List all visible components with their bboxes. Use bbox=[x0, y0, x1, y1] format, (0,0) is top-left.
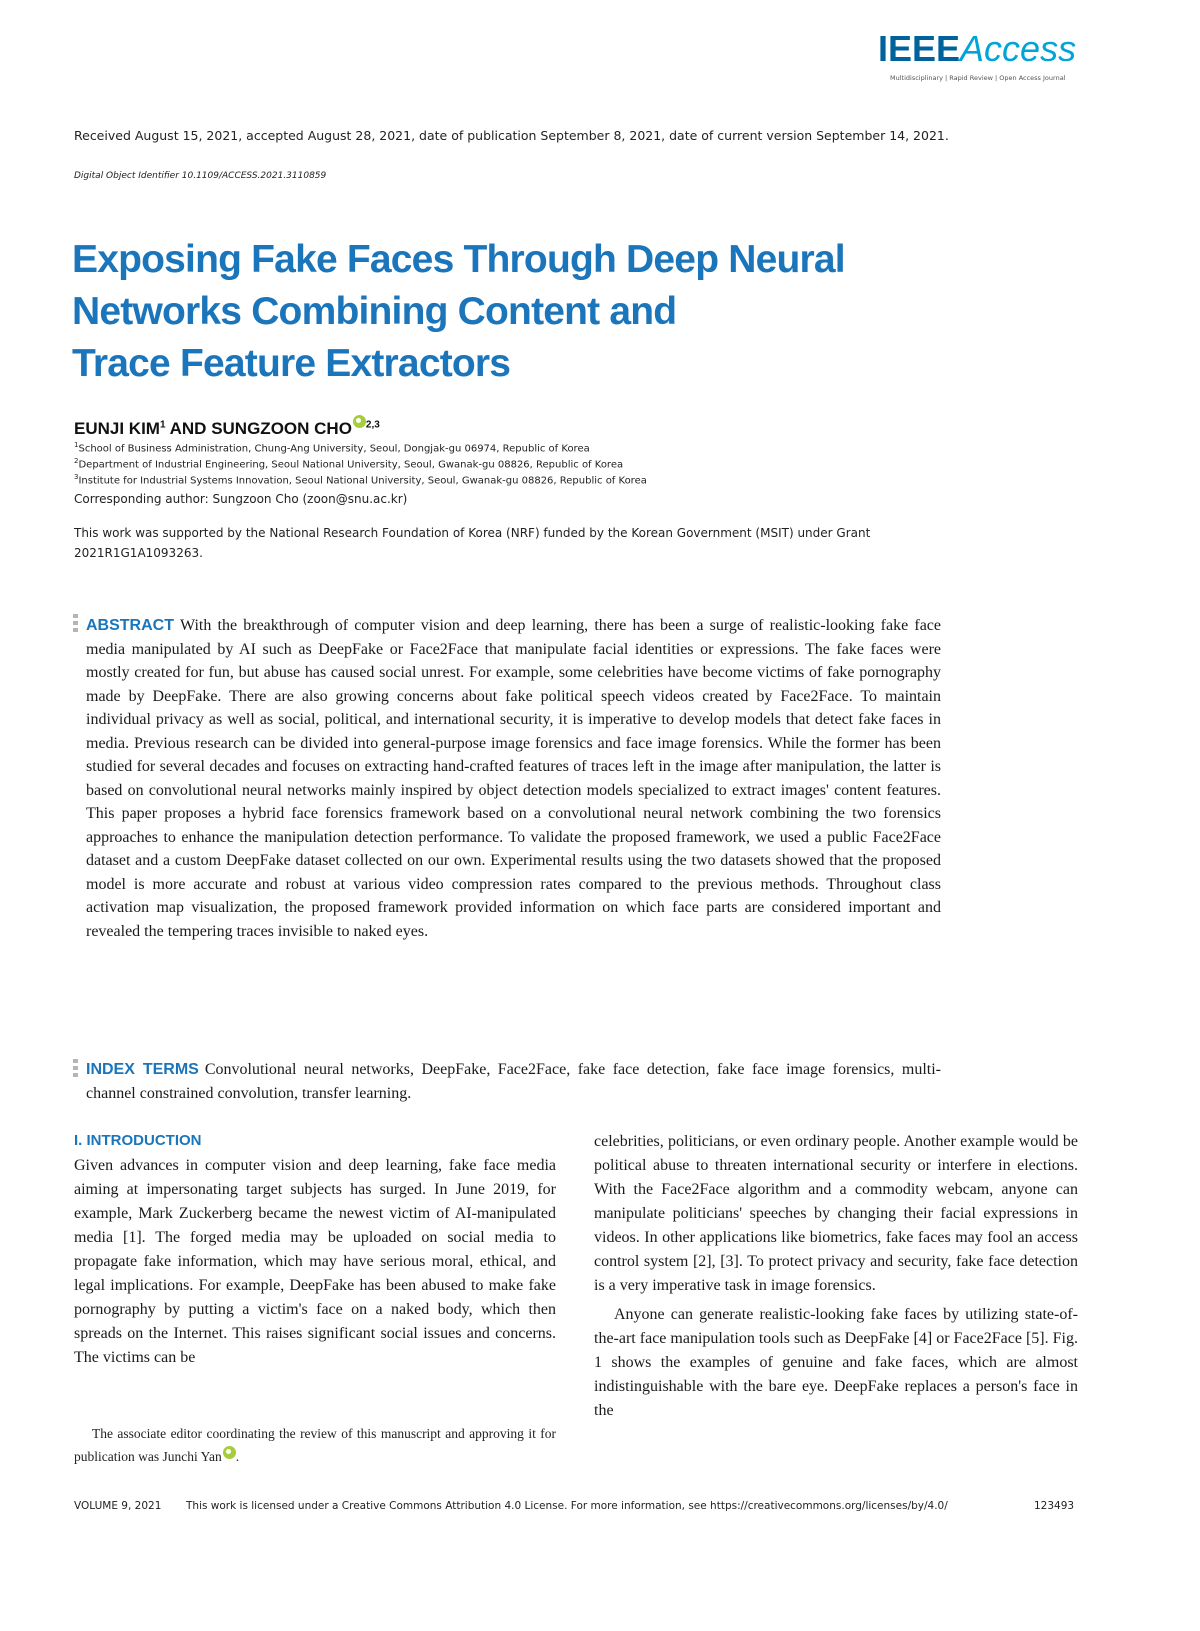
abstract bbox=[86, 614, 941, 943]
intro-right-column bbox=[594, 1130, 1078, 1423]
author-and: AND bbox=[165, 419, 212, 438]
section-marker-icon bbox=[73, 1059, 79, 1080]
logo-tagline: Multidisciplinary | Rapid Review | Open Access Journal bbox=[890, 74, 1066, 82]
intro-paragraph-1-cont: celebrities, politicians, or even ordinary people. Another example would be political abuse to threaten international security or interfere in elections. With the Face2Face algorithm and a commodity webcam, anyone can manipulate politicians' speeches by changing their facial expressions in videos. In other applications like biometrics, fake faces may fool an access control system [2], [3]. To protect privacy and security, fake face detection is a very imperative task in image forensics. bbox=[594, 1133, 1078, 1294]
intro-paragraph-1: Given advances in computer vision and deep learning, fake face media aiming at impersonating target subjects has surged. In June 2019, for example, Mark Zuckerberg became the newest victim of AI-manipulated media [1]. The forged media may be uploaded on social media to propagate fake information, which may have serious moral, ethical, and legal implications. For example, DeepFake has been abused to make fake pornography by putting a victim's face on a naked body, which then spreads on the Internet. This raises significant social issues and concerns. The victims can be bbox=[74, 1157, 556, 1366]
orcid-icon[interactable] bbox=[223, 1446, 236, 1459]
logo-ieee: IEEE bbox=[878, 28, 961, 69]
authors bbox=[74, 415, 380, 439]
abstract-heading: ABSTRACT bbox=[86, 617, 174, 634]
index-terms bbox=[86, 1058, 941, 1105]
footer-volume: VOLUME 9, 2021 bbox=[74, 1500, 162, 1512]
affiliation-1: $^1$School of Business Administration, Chung-Ang University, Seoul, Dongjak-gu 06974, Republic of Korea bbox=[74, 441, 590, 455]
title-line-3: Trace Feature Extractors bbox=[72, 342, 511, 385]
intro-paragraph-2: Anyone can generate realistic-looking fake faces by utilizing state-of-the-art face manipulation tools such as DeepFake [4] or Face2Face [5]. Fig. 1 shows the examples of genuine and fake faces, which are almost indistinguishable with the bare eye. DeepFake replaces a person's face in the bbox=[594, 1306, 1078, 1419]
title-line-2: Networks Combining Content and bbox=[72, 290, 677, 333]
abstract-text: With the breakthrough of computer vision and deep learning, there has been a surge of realistic-looking fake face media manipulated by AI such as DeepFake or Face2Face that manipulate facial identities or expressions. The fake faces were mostly created for fun, but abuse has caused social unrest. For example, some celebrities have become victims of fake pornography made by DeepFake. There are also growing concerns about fake political speech videos created by Face2Face. To maintain individual privacy as well as social, political, and international security, it is imperative to develop models that detect fake faces in media. Previous research can be divided into general-purpose image forensics and face image forensics. While the former has been studied for several decades and focuses on extracting hand-crafted features of traces left in the image after manipulation, the latter is based on convolutional neural networks mainly inspired by object detection models specialized to extract images' content features. This paper proposes a hybrid face forensics framework based on a convolutional neural network combining the two forensics approaches to enhance the manipulation detection performance. To validate the proposed framework, we used a public Face2Face dataset and a custom DeepFake dataset collected on our own. Experimental results using the two datasets showed that the proposed model is more accurate and robust at various video compression rates compared to the previous methods. Throughout class activation map visualization, the proposed framework provided information on which face parts are considered important and revealed the tempering traces invisible to naked eyes. bbox=[86, 617, 941, 940]
index-terms-text: Convolutional neural networks, DeepFake, Face2Face, fake face detection, fake face image forensics, multi-channel constrained convolution, transfer learning. bbox=[86, 1061, 941, 1102]
section-heading-introduction: I. INTRODUCTION bbox=[74, 1132, 202, 1149]
index-terms-heading: INDEX TERMS bbox=[86, 1061, 199, 1078]
affiliation-3: $^3$Institute for Industrial Systems Innovation, Seoul National University, Seoul, Gwanak-gu 08826, Republic of Korea bbox=[74, 473, 647, 487]
journal-logo bbox=[878, 28, 1118, 90]
author-2: SUNGZOON CHO bbox=[211, 419, 352, 438]
editor-footnote: The associate editor coordinating the review of this manuscript and approving it for publication was Junchi Yan . bbox=[74, 1426, 556, 1464]
doi: Digital Object Identifier 10.1109/ACCESS.2021.3110859 bbox=[74, 171, 327, 181]
author-2-affil: 2,3 bbox=[365, 419, 380, 431]
author-1: EUNJI KIM bbox=[74, 419, 160, 438]
paper-title bbox=[72, 234, 892, 390]
corresponding-author: Corresponding author: Sungzoon Cho (zoon@snu.ac.kr) bbox=[74, 492, 408, 506]
author-1-affil: 1 bbox=[159, 419, 166, 431]
logo-access: Access bbox=[960, 28, 1077, 69]
intro-left-column bbox=[74, 1154, 556, 1370]
page-number: 123493 bbox=[1034, 1500, 1075, 1512]
funding-note: This work was supported by the National Research Foundation of Korea (NRF) funded by the Korean Government (MSIT) under Grant 2021R1G1A1093263. bbox=[74, 526, 871, 560]
publication-dates: Received August 15, 2021, accepted August 28, 2021, date of publication September 8, 2021, date of current version September 14, 2021. bbox=[74, 128, 949, 143]
title-line-1: Exposing Fake Faces Through Deep Neural bbox=[72, 238, 845, 281]
orcid-icon[interactable] bbox=[353, 415, 366, 428]
affiliation-2: $^2$Department of Industrial Engineering, Seoul National University, Seoul, Gwanak-gu 08826, Republic of Korea bbox=[74, 457, 624, 471]
footer-license[interactable]: This work is licensed under a Creative Commons Attribution 4.0 License. For more information, see https://creativecommons.org/licenses/by/4.0/ bbox=[186, 1500, 948, 1512]
section-marker-icon bbox=[73, 614, 79, 635]
